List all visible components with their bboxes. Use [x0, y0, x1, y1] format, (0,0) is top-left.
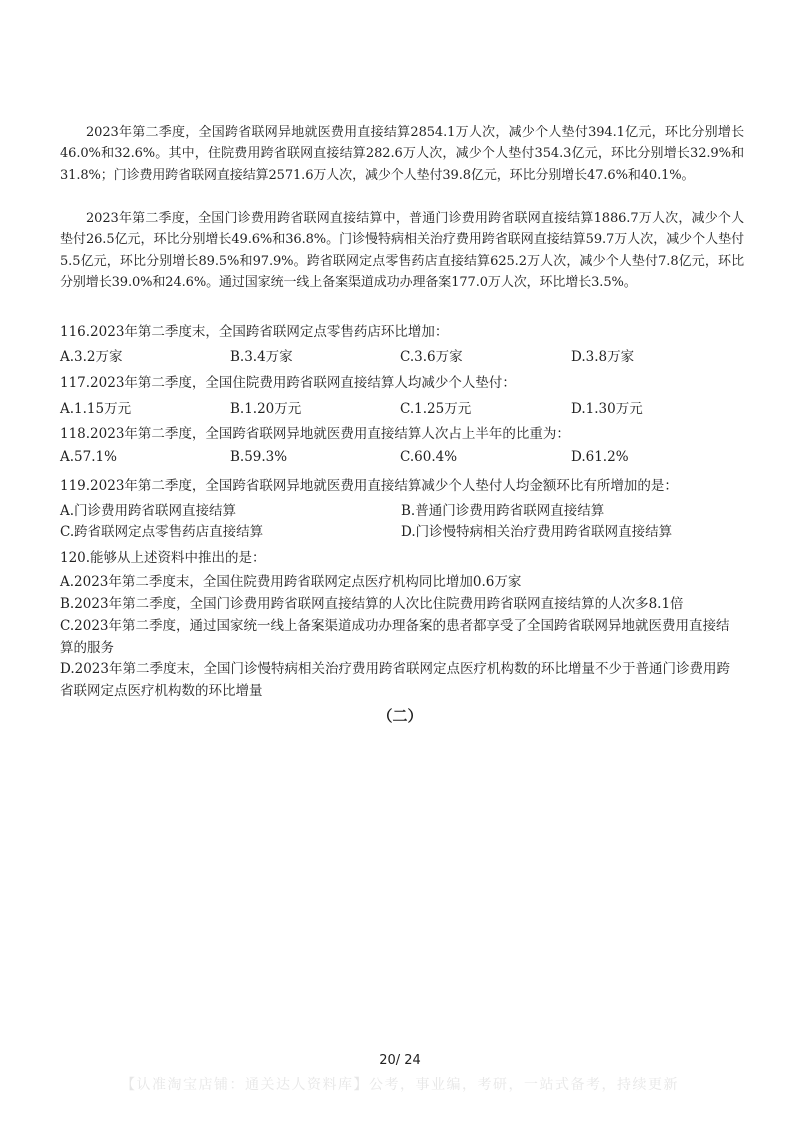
question-120-stem: 120.能够从上述资料中推出的是： — [60, 550, 266, 566]
material-paragraph-2: 2023年第二季度，全国门诊费用跨省联网直接结算中，普通门诊费用跨省联网直接结算1886.7万人次，减少个人垫付26.5亿元，环比分别增长49.6%和36.8%。门诊慢特病相关治疗费用跨省联网直接结算59.7万人次，减少个人垫付5.5亿元，环比分别增长89.5%和97.9%。跨省联网定点零售药店直接结算625.2万人次，减少个人垫付7.8亿元，环比分别增长39.0%和24.6%。通过国家统一线上备案渠道成功办理备案177.0万人次，环比增长3.5%。 — [60, 211, 744, 291]
option-a: A.2023年第二季度末，全国住院费用跨省联网定点医疗机构同比增加0.6万家 — [60, 574, 522, 590]
option-a: A.1.15万元 — [60, 401, 132, 417]
option-d: D.2023年第二季度末，全国门诊慢特病相关治疗费用跨省联网定点医疗机构数的环比增量不少于普通门诊费用跨省联网定点医疗机构数的环比增量 — [60, 661, 730, 699]
option-b: B.1.20万元 — [230, 401, 302, 417]
question-119-stem: 119.2023年第二季度，全国跨省联网异地就医费用直接结算减少个人垫付人均金额环比有所增加的是： — [60, 478, 678, 494]
question-116-options — [60, 345, 750, 366]
question-117-options — [60, 397, 750, 418]
question-118-options — [60, 449, 750, 470]
material-paragraph-1: 2023年第二季度，全国跨省联网异地就医费用直接结算2854.1万人次，减少个人垫付394.1亿元，环比分别增长46.0%和32.6%。其中，住院费用跨省联网直接结算282.6万人次，减少个人垫付354.3亿元，环比分别增长32.9%和31.8%；门诊费用跨省联网直接结算2571.6万人次，减少个人垫付39.8亿元，环比分别增长47.6%和40.1%。 — [60, 125, 744, 183]
question-119-options-row-2 — [60, 520, 750, 541]
page-number: 20/ 24 — [379, 1053, 421, 1068]
option-c: C.跨省联网定点零售药店直接结算 — [60, 524, 264, 540]
option-b: B.59.3% — [230, 449, 288, 465]
option-a: A.3.2万家 — [60, 349, 123, 365]
question-118-stem: 118.2023年第二季度，全国跨省联网异地就医费用直接结算人次占上半年的比重为： — [60, 426, 570, 442]
option-d: D.61.2% — [571, 449, 629, 465]
option-b: B.普通门诊费用跨省联网直接结算 — [401, 503, 605, 519]
option-a: A.57.1% — [60, 449, 117, 465]
option-d: D.门诊慢特病相关治疗费用跨省联网直接结算 — [401, 524, 673, 540]
option-d: D.1.30万元 — [571, 401, 643, 417]
question-119-options-row-1 — [60, 499, 750, 520]
option-c: C.3.6万家 — [400, 349, 463, 365]
option-a: A.门诊费用跨省联网直接结算 — [60, 503, 237, 519]
option-d: D.3.8万家 — [571, 349, 635, 365]
option-c: C.1.25万元 — [400, 401, 472, 417]
option-b: B.2023年第二季度，全国门诊费用跨省联网直接结算的人次比住院费用跨省联网直接结算的人次多8.1倍 — [60, 596, 684, 612]
option-c: C.60.4% — [400, 449, 458, 465]
option-c: C.2023年第二季度，通过国家统一线上备案渠道成功办理备案的患者都享受了全国跨省联网异地就医费用直接结算的服务 — [60, 618, 730, 656]
section-title: （二） — [377, 707, 423, 725]
question-116-stem: 116.2023年第二季度末，全国跨省联网定点零售药店环比增加： — [60, 324, 449, 340]
watermark-text: 【认准淘宝店铺：通关达人资料库】公考，事业编，考研，一站式备考，持续更新 — [121, 1077, 679, 1093]
option-b: B.3.4万家 — [230, 349, 293, 365]
question-117-stem: 117.2023年第二季度，全国住院费用跨省联网直接结算人均减少个人垫付： — [60, 375, 516, 391]
